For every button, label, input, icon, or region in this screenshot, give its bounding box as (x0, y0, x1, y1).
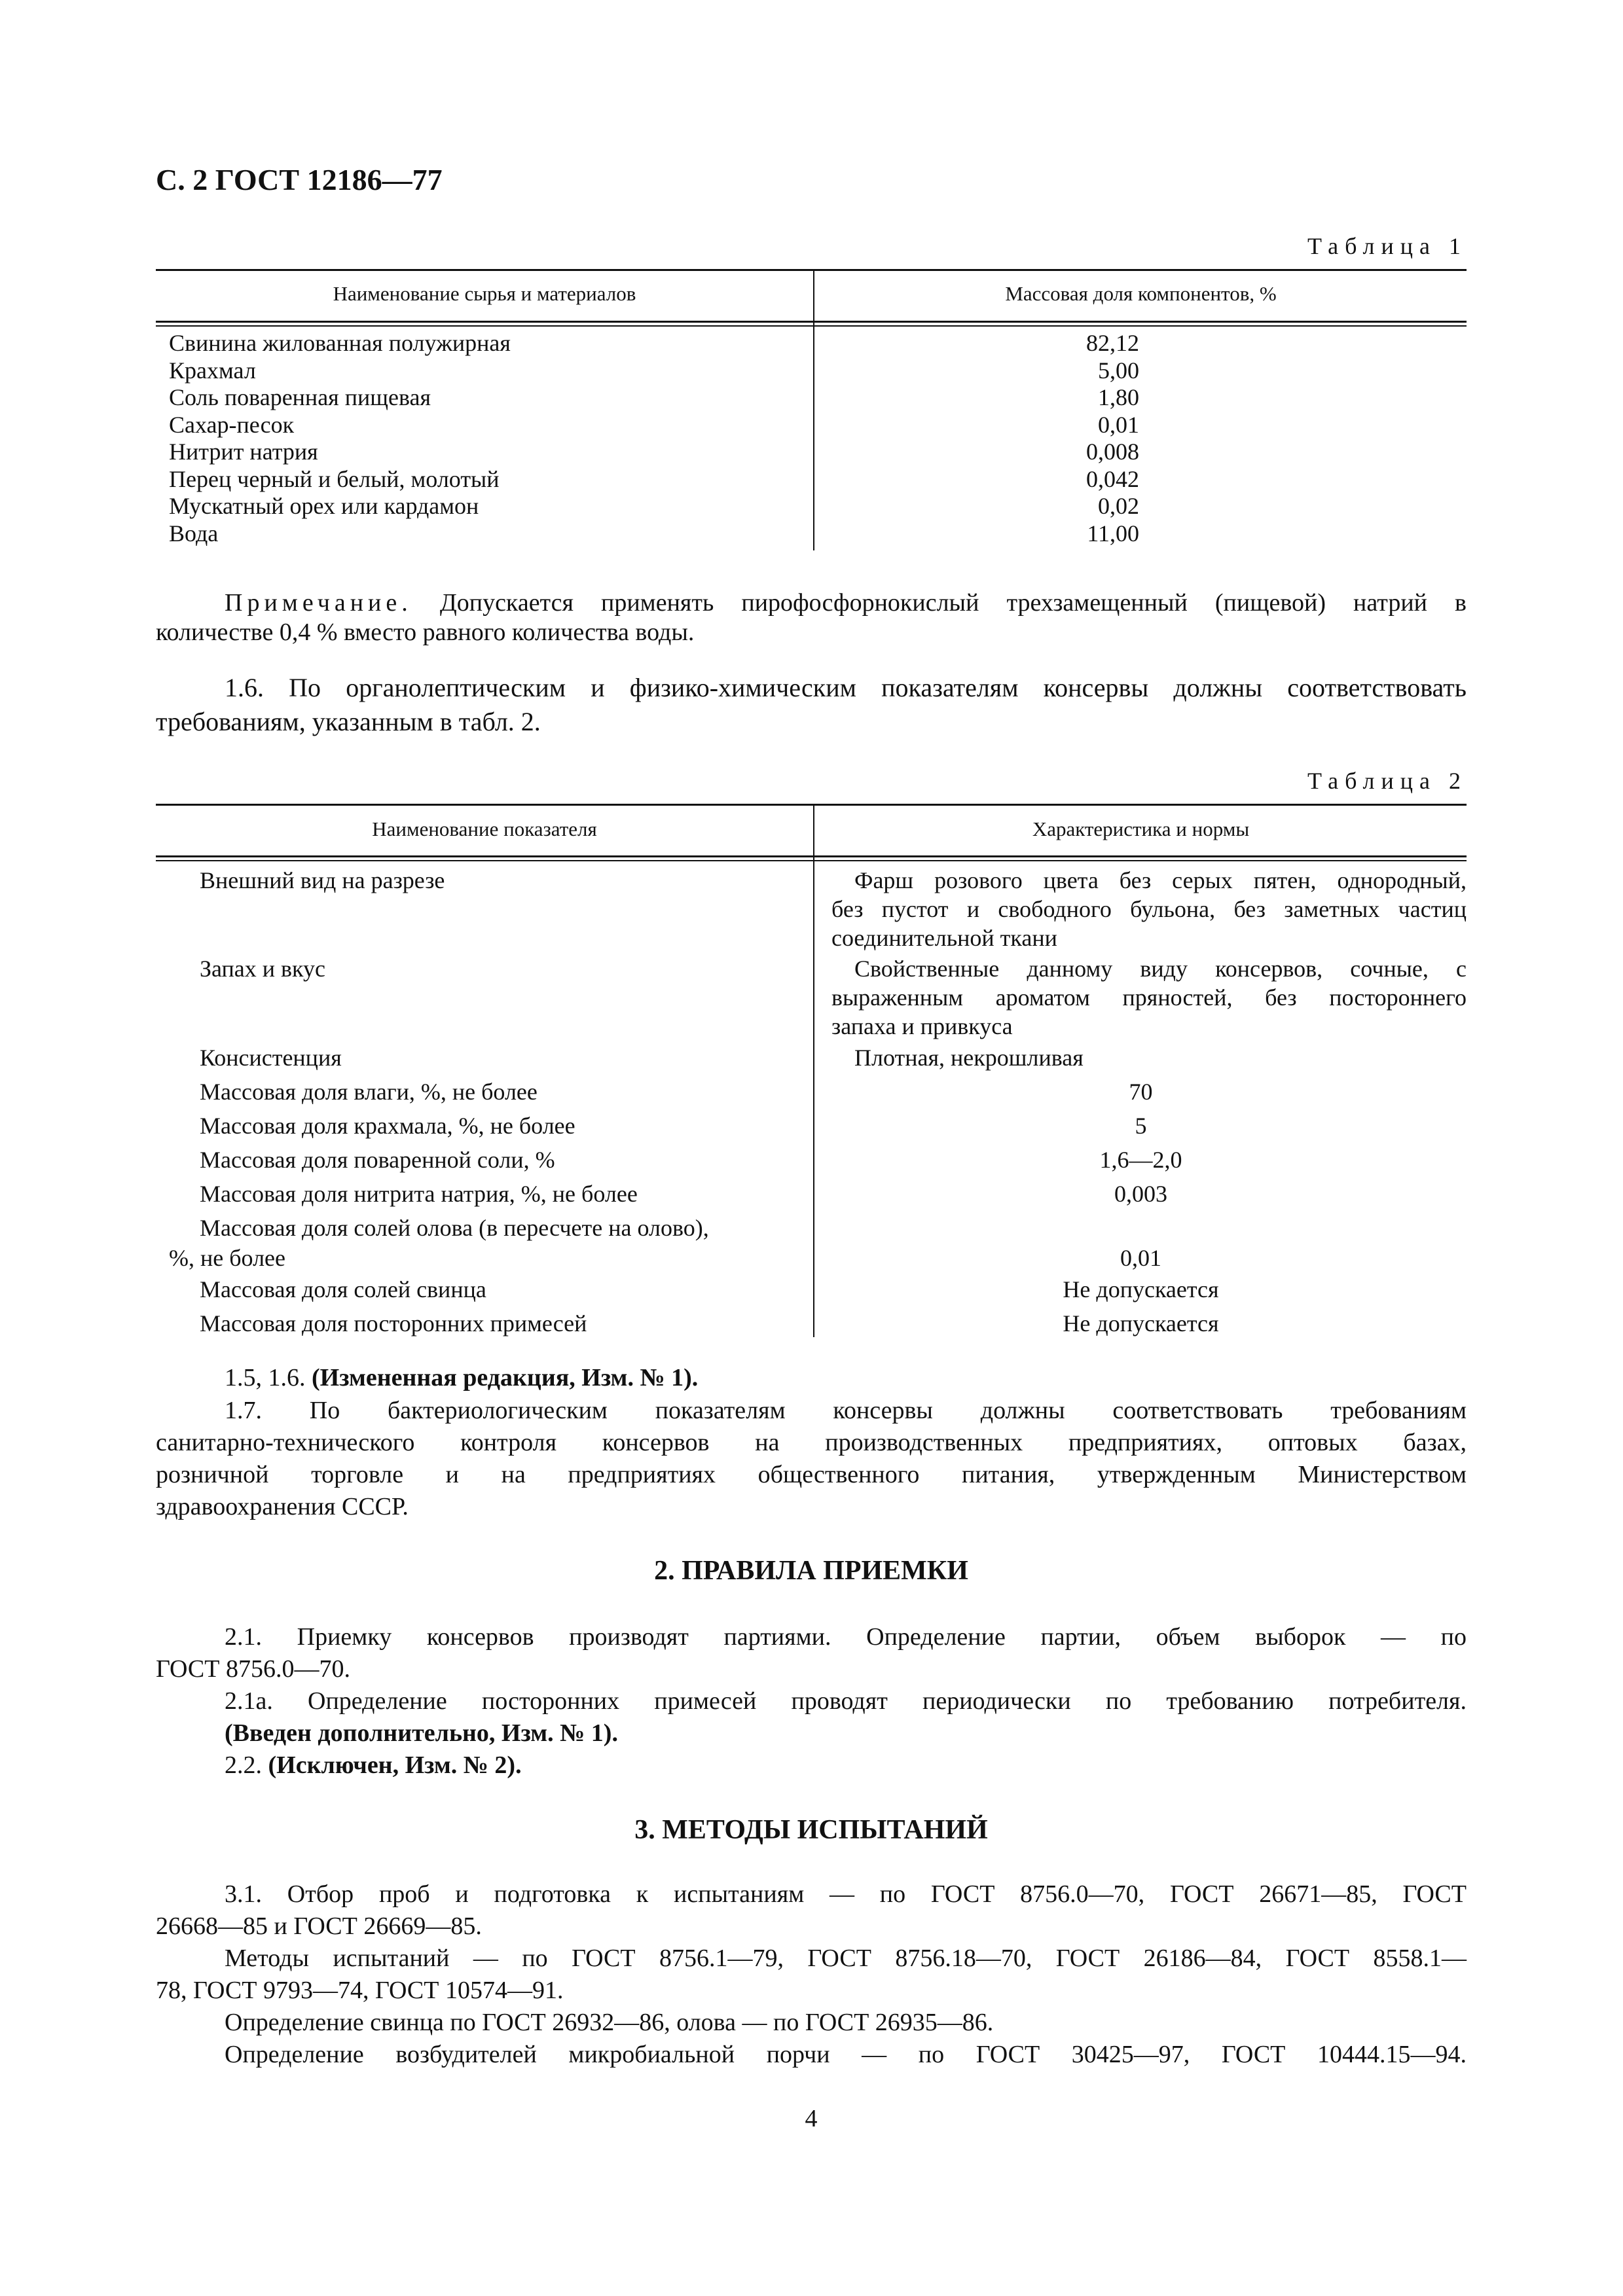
table2-row-value: запаха и привкуса (831, 1013, 1013, 1039)
p31-line2: 26668—85 и ГОСТ 26669—85. (156, 1912, 482, 1940)
table1-row-name: Свинина жилованная полужирная (169, 330, 511, 356)
table1-col1-header: Наименование сырья и материалов (333, 282, 636, 305)
table1-row-value: 11,00 (1087, 520, 1139, 547)
p21-line2: ГОСТ 8756.0—70. (156, 1655, 350, 1683)
table2-row-name: Массовая доля влаги, %, не более (200, 1079, 538, 1105)
table2-row-name: Массовая доля солей свинца (200, 1276, 486, 1302)
table1-header-rule2 (156, 325, 1467, 327)
p21a: 2.1а. Определение посторонних примесей проводят периодически по требованию потребителя. (225, 1687, 1467, 1715)
table2-row-value: без пустот и свободного бульона, без заметных частиц (831, 896, 1467, 922)
p17-line1: 1.7. По бактериологическим показателям консервы должны соответствовать требованиям (225, 1397, 1467, 1424)
table2-row-value: 1,6—2,0 (1099, 1147, 1182, 1173)
page-header: С. 2 ГОСТ 12186—77 (156, 163, 443, 196)
p17-line2: санитарно-технического контроля консервов на производственных предприятиях, оптовых базах, (156, 1429, 1467, 1456)
table1-row-value: 0,02 (1098, 493, 1139, 519)
p17-line3: розничной торговле и на предприятиях общественного питания, утвержденным Министерством (156, 1461, 1467, 1488)
lead-determination: Определение свинца по ГОСТ 26932—86, олова — по ГОСТ 26935—86. (225, 2009, 994, 2036)
table2-header-rule2 (156, 860, 1467, 861)
amend-15-16 (225, 1362, 698, 1393)
table2-row-value: Свойственные данному виду консервов, сочные, с (854, 956, 1467, 982)
p31-line1: 3.1. Отбор проб и подготовка к испытаниям — по ГОСТ 8756.0—70, ГОСТ 26671—85, ГОСТ (225, 1880, 1467, 1908)
table1-row-name: Крахмал (169, 357, 256, 384)
table1-row-value: 5,00 (1098, 357, 1139, 384)
table2-caption: Таблица 2 (1307, 768, 1467, 794)
amend-15-bold: (Измененная редакция, Изм. № 1). (312, 1364, 699, 1391)
table1-row-value: 1,80 (1098, 384, 1139, 410)
table2-row-value: выраженным ароматом пряностей, без постороннего (831, 984, 1467, 1011)
amend-15-prefix: 1.5, 1.6. (225, 1364, 306, 1391)
section2-title: 2. ПРАВИЛА ПРИЕМКИ (654, 1556, 968, 1586)
table2-row-name: Запах и вкус (200, 956, 326, 982)
table1-row-value: 0,01 (1098, 411, 1139, 438)
table1-row-name: Мускатный орех или кардамон (169, 493, 479, 519)
table2-row-name: Массовая доля солей олова (в пересчете на олово), (200, 1215, 709, 1241)
p17-line4: здравоохранения СССР. (156, 1493, 409, 1520)
table2-row-name: Массовая доля крахмала, %, не более (200, 1113, 575, 1139)
table2-row-value: 5 (1135, 1113, 1147, 1139)
table1-caption: Таблица 1 (1307, 233, 1467, 259)
table1-row-value: 82,12 (1086, 330, 1139, 356)
table2-divider (813, 804, 814, 1337)
table1-top-rule (156, 269, 1467, 271)
table2-row-name: Массовая доля посторонних примесей (200, 1310, 587, 1336)
table2-col2-header: Характеристика и нормы (1032, 817, 1250, 840)
note-line1 (225, 587, 1467, 619)
p21a-amend: (Введен дополнительно, Изм. № 1). (225, 1719, 618, 1747)
table2-row-value: Не допускается (1063, 1276, 1219, 1302)
table1-header-rule (156, 321, 1467, 323)
table1-row-name: Соль поваренная пищевая (169, 384, 431, 410)
table2-row-value: 0,003 (1114, 1181, 1167, 1207)
methods-line2: 78, ГОСТ 9793—74, ГОСТ 10574—91. (156, 1977, 564, 2004)
p22-bold: (Исключен, Изм. № 2). (268, 1751, 522, 1779)
table2-row-value: 0,01 (1120, 1245, 1161, 1271)
table2-row-value: Не допускается (1063, 1310, 1219, 1336)
table2-row-value: Плотная, некрошливая (854, 1045, 1084, 1071)
note-label: Примечание. (225, 589, 412, 617)
table2-row-value: соединительной ткани (831, 925, 1057, 951)
table2-row-name: Массовая доля нитрита натрия, %, не более (200, 1181, 638, 1207)
table2-row-value: 70 (1129, 1079, 1153, 1105)
table1-row-name: Нитрит натрия (169, 439, 318, 465)
table2-row-name-cont: %, не более (169, 1245, 285, 1271)
table1-row-name: Сахар-песок (169, 411, 295, 438)
table2-row-name: Внешний вид на разрезе (200, 867, 445, 893)
table1-col2-header: Массовая доля компонентов, % (1005, 282, 1277, 305)
table2-col1-header: Наименование показателя (372, 817, 597, 840)
table2-row-name: Консистенция (200, 1045, 342, 1071)
p22-prefix: 2.2. (225, 1751, 262, 1779)
table2-top-rule (156, 804, 1467, 806)
table1-row-name: Вода (169, 520, 219, 547)
table1-divider (813, 269, 814, 550)
page-number: 4 (805, 2105, 818, 2132)
p16-line1: 1.6. По органолептическим и физико-химическим показателям консервы должны соответствовать (225, 673, 1467, 702)
table1-row-name: Перец черный и белый, молотый (169, 465, 500, 492)
note-line2: количестве 0,4 % вместо равного количества воды. (156, 619, 695, 646)
p16-line2: требованиям, указанным в табл. 2. (156, 707, 541, 736)
table1-row-value: 0,008 (1086, 439, 1139, 465)
table2-row-value: Фарш розового цвета без серых пятен, однородный, (854, 867, 1467, 893)
note-text: Допускается применять пирофосфорнокислый трехзамещенный (пищевой) натрий в (439, 589, 1467, 617)
table2-header-rule (156, 855, 1467, 857)
p22 (225, 1749, 522, 1781)
section3-title: 3. МЕТОДЫ ИСПЫТАНИЙ (634, 1815, 988, 1845)
micro-determination: Определение возбудителей микробиальной порчи — по ГОСТ 30425—97, ГОСТ 10444.15—94. (225, 2041, 1467, 2068)
table1-row-value: 0,042 (1086, 465, 1139, 492)
p21-line1: 2.1. Приемку консервов производят партиями. Определение партии, объем выборок — по (225, 1623, 1467, 1651)
table2-row-name: Массовая доля поваренной соли, % (200, 1147, 555, 1173)
methods-line1: Методы испытаний — по ГОСТ 8756.1—79, ГОСТ 8756.18—70, ГОСТ 26186—84, ГОСТ 8558.1— (225, 1945, 1467, 1972)
